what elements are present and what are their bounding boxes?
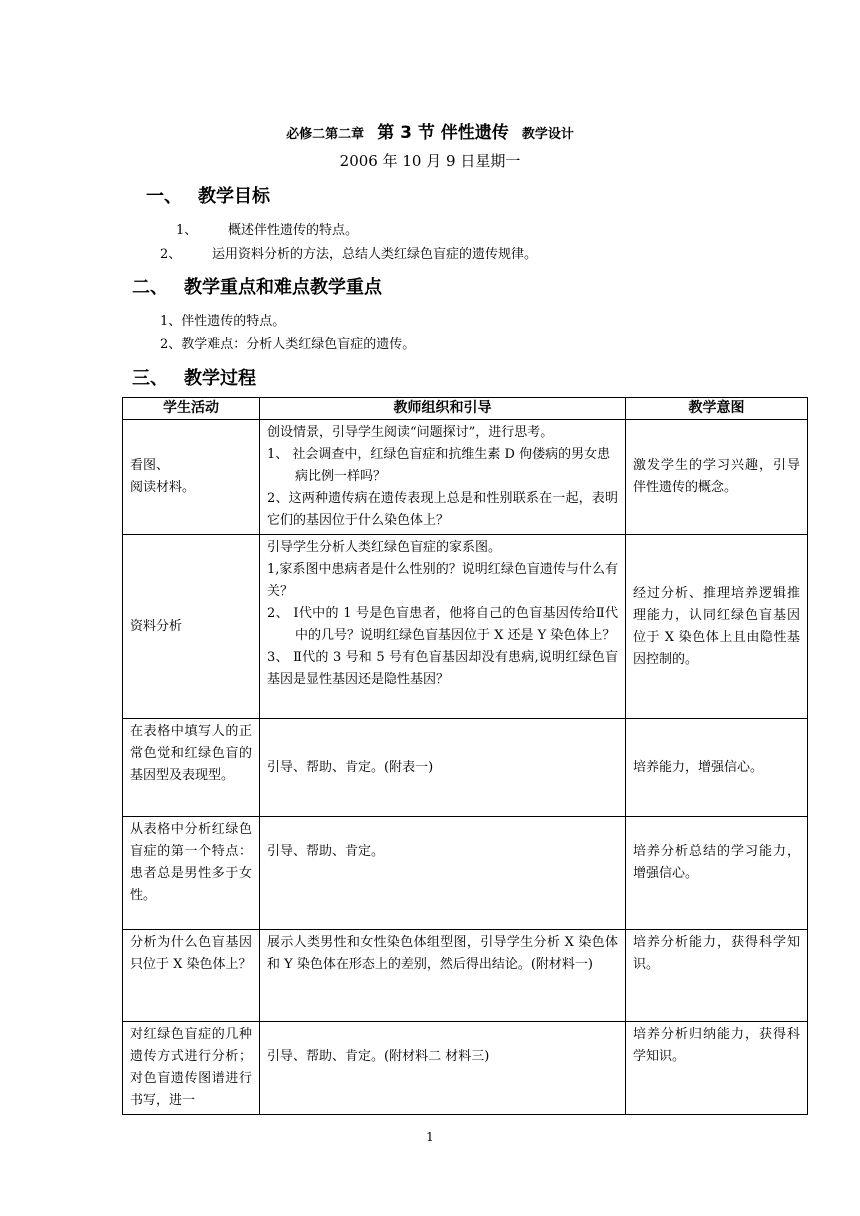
objective-item (176, 219, 358, 238)
table-row (123, 817, 808, 930)
table-row (123, 930, 808, 1022)
guidance-question: 3、 Ⅱ代的 3 号和 5 号有色盲基因却没有患病,说明红绿色盲基因是显性基因还是隐性基因？ (267, 650, 618, 687)
intent-cell: 经过分析、推理培养逻辑推理能力，认同红绿色盲基因位于 X 染色体上且由隐性基因控制的。 (626, 535, 808, 719)
intent-cell: 培养分析能力，获得科学知识。 (626, 930, 808, 1022)
guidance-cell (260, 535, 626, 719)
activity-line: 阅读材料。 (130, 480, 196, 495)
guidance-cell (260, 1022, 626, 1115)
guidance-intro: 引导学生分析人类红绿色盲症的家系图。 (267, 540, 502, 555)
activity-line: 看图、 (130, 458, 170, 473)
intent-cell (626, 817, 808, 930)
section-heading-process (132, 364, 256, 390)
table-row (123, 420, 808, 535)
intent-cell: 培养能力，增强信心。 (626, 719, 808, 817)
guidance-cell (260, 817, 626, 930)
activity-cell: 在表格中填写人的正常色觉和红绿色盲的基因型及表现型。 (123, 719, 260, 817)
header-student-activity: 学生活动 (123, 398, 260, 420)
title-main: 第 3 节 伴性遗传 (377, 123, 509, 143)
document-date: 2006 年 10 月 9 日星期一 (339, 152, 521, 170)
guidance-question: 1、 社会调查中，红绿色盲症和抗维生素 D 佝偻病的男女患病比例一样吗？ (267, 447, 611, 484)
table-row (123, 719, 808, 817)
section-heading-objectives (146, 182, 270, 208)
header-teaching-intent: 教学意图 (626, 398, 808, 420)
title-suffix: 教学设计 (521, 127, 574, 142)
key-point-item: 1、伴性遗传的特点。 (160, 314, 286, 329)
guidance-intro: 创设情景，引导学生阅读“问题探讨”，进行思考。 (267, 425, 554, 440)
guidance-question: 2、这两种遗传病在遗传表现上总是和性别联系在一起，表明它们的基因位于什么染色体上？ (267, 491, 618, 528)
guidance-cell: 引导、帮助、肯定。(附表一) (260, 719, 626, 817)
intent-text: 培养分析总结的学习能力，增强信心。 (633, 844, 800, 881)
activity-cell: 从表格中分析红绿色盲症的第一个特点：患者总是男性多于女性。 (123, 817, 260, 930)
guidance-cell (260, 420, 626, 535)
guidance-cell: 展示人类男性和女性染色体组型图，引导学生分析 X 染色体和 Y 染色体在形态上的差别，然后得出结论。(附材料一) (260, 930, 626, 1022)
section-number: 三、 (132, 368, 168, 389)
guidance-intro: 引导、帮助、肯定。 (267, 844, 385, 859)
activity-cell (123, 420, 260, 535)
section-number: 一、 (146, 186, 182, 207)
teaching-process-table (122, 397, 808, 1115)
activity-cell: 分析为什么色盲基因只位于 X 染色体上？ (123, 930, 260, 1022)
title-prefix: 必修二第二章 (286, 127, 365, 142)
item-number: 1、 (176, 223, 198, 238)
intent-cell: 激发学生的学习兴趣，引导伴性遗传的概念。 (626, 420, 808, 535)
section-title: 教学目标 (198, 186, 270, 207)
guidance-question: 2、 Ⅰ代中的 1 号是色盲患者，他将自己的色盲基因传给Ⅱ代中的几号？说明红绿色盲基因位于 X 还是 Y 染色体上？ (267, 606, 618, 643)
activity-line: 资料分析 (130, 618, 183, 634)
activity-cell: 对红绿色盲症的几种遗传方式进行分析；对色盲遗传图谱进行书写，进一 (123, 1022, 260, 1115)
item-number: 2、 (160, 247, 182, 262)
intent-cell: 培养分析归纳能力，获得科学知识。 (626, 1022, 808, 1115)
table-row (123, 535, 808, 719)
section-heading-key-points (132, 273, 382, 299)
table-header-row (123, 398, 808, 420)
item-text: 概述伴性遗传的特点。 (228, 223, 359, 238)
table-row (123, 1022, 808, 1115)
guidance-intro: 引导、帮助、肯定。(附材料二 材料三) (267, 1049, 490, 1064)
activity-cell (123, 535, 260, 719)
section-title: 教学过程 (184, 368, 256, 389)
section-title: 教学重点和难点教学重点 (184, 277, 382, 298)
objective-item (160, 243, 537, 262)
key-point-item: 2、教学难点：分析人类红绿色盲症的遗传。 (160, 337, 416, 352)
guidance-question: 1,家系图中患病者是什么性别的？说明红绿色盲遗传与什么有关？ (267, 562, 618, 599)
header-teacher-guidance: 教师组织和引导 (260, 398, 626, 420)
document-title (0, 118, 860, 143)
item-text: 运用资料分析的方法，总结人类红绿色盲症的遗传规律。 (212, 247, 538, 262)
page-number: 1 (426, 1130, 434, 1144)
section-number: 二、 (132, 277, 168, 298)
